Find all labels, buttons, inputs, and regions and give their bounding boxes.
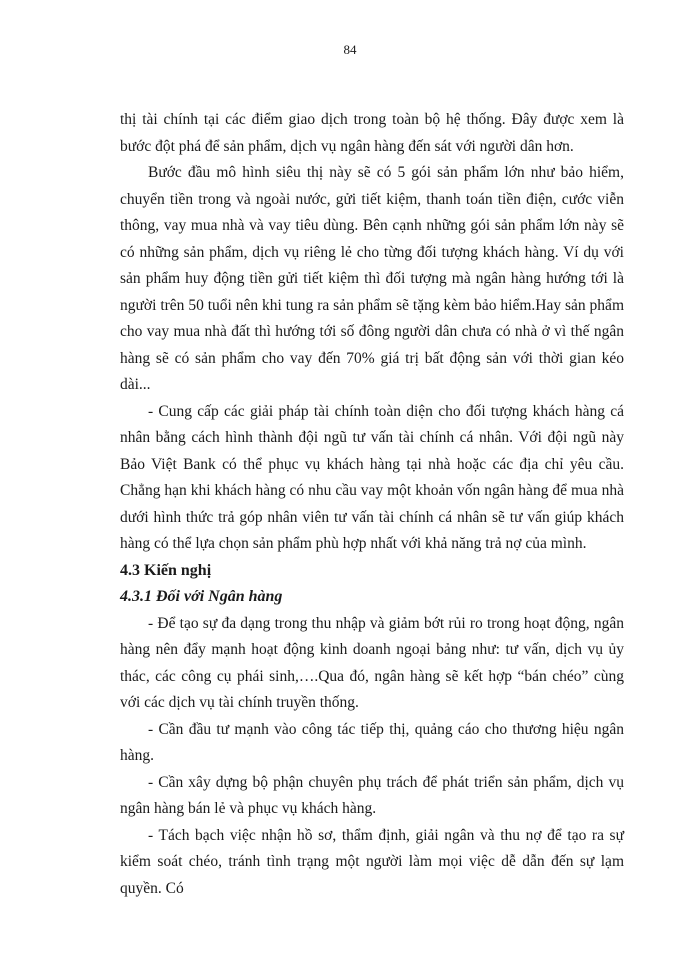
subsection-heading: 4.3.1 Đối với Ngân hàng [120,588,283,605]
document-body [120,107,624,902]
bullet-paragraph: - Cần đầu tư mạnh vào công tác tiếp thị, quảng cáo cho thương hiệu ngân hàng. [120,720,624,764]
bullet-paragraph: - Cần xây dựng bộ phận chuyên phụ trách để phát triển sản phẩm, dịch vụ ngân hàng bán lẻ và phục vụ khách hàng. [120,773,624,817]
bullet-paragraph: - Để tạo sự đa dạng trong thu nhập và giảm bớt rủi ro trong hoạt động, ngân hàng nên đẩy mạnh hoạt động kinh doanh ngoại bảng như: tư vấn, dịch vụ ủy thác, các công cụ phái sinh,….Qua đó, ngân hàng sẽ kết hợp “bán chéo” cùng với các dịch vụ tài chính truyền thống. [120,614,624,711]
paragraph: thị tài chính tại các điểm giao dịch trong toàn bộ hệ thống. Đây được xem là bước đột phá để sản phẩm, dịch vụ ngân hàng đến sát với người dân hơn. [120,111,624,155]
section-heading: 4.3 Kiến nghị [120,561,212,579]
paragraph: Bước đầu mô hình siêu thị này sẽ có 5 gói sản phẩm lớn như bảo hiểm, chuyển tiền trong và ngoài nước, gửi tiết kiệm, thanh toán tiền điện, cước viễn thông, vay mua nhà và vay tiêu dùng. Bên cạnh những gói sản phẩm lớn này sẽ có những sản phẩm, dịch vụ riêng lẻ cho từng đối tượng khách hàng. Ví dụ với sản phẩm huy động tiền gửi tiết kiệm thì đối tượng mà ngân hàng hướng tới là người trên 50 tuổi nên khi tung ra sản phẩm sẽ tặng kèm bảo hiểm.Hay sản phẩm cho vay mua nhà đất thì hướng tới số đông người dân chưa có nhà ở vì thế ngân hàng sẽ có sản phẩm cho vay đến 70% giá trị bất động sản với thời gian kéo dài... [120,164,624,393]
bullet-paragraph: - Tách bạch việc nhận hồ sơ, thẩm định, giải ngân và thu nợ để tạo ra sự kiểm soát chéo, tránh tình trạng một người làm mọi việc dễ dẫn đến sự lạm quyền. Có [120,826,624,897]
paragraph: - Cung cấp các giải pháp tài chính toàn diện cho đối tượng khách hàng cá nhân bằng cách hình thành đội ngũ tư vấn tài chính cá nhân. Với đội ngũ này Bảo Việt Bank có thể phục vụ khách hàng tại nhà hoặc các địa chỉ yêu cầu. Chẳng hạn khi khách hàng có nhu cầu vay một khoản vốn ngân hàng để mua nhà dưới hình thức trả góp nhân viên tư vấn tài chính cá nhân sẽ tư vấn giúp khách hàng có thể lựa chọn sản phẩm phù hợp nhất với khả năng trả nợ của mình. [120,402,624,552]
page-number: 84 [343,42,357,57]
